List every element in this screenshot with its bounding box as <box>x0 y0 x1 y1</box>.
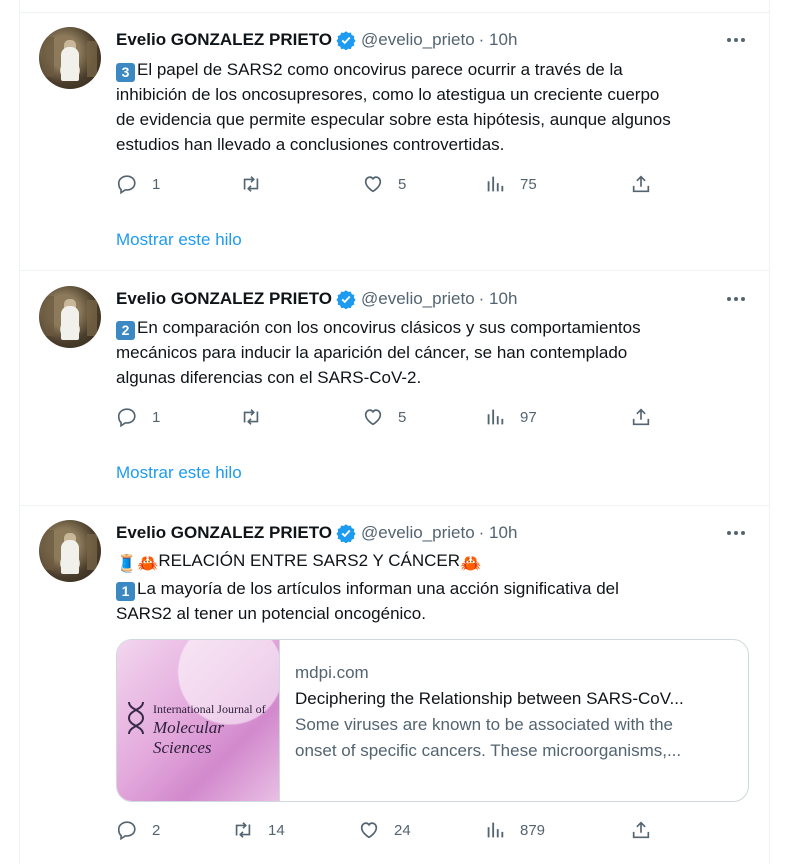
tweet[interactable] <box>20 13 769 271</box>
timestamp[interactable]: · 10h <box>478 289 518 308</box>
analytics-icon <box>484 173 506 195</box>
view-count: 879 <box>520 821 546 839</box>
keycap-3-emoji: 3 <box>116 63 135 82</box>
author-handle[interactable]: @evelio_prieto <box>361 30 475 49</box>
retweet-button[interactable] <box>240 172 276 196</box>
reply-button[interactable] <box>116 172 160 196</box>
tweet-actions <box>116 405 676 429</box>
heart-icon <box>362 173 384 195</box>
tweet-actions <box>116 172 676 196</box>
analytics-icon <box>484 406 506 428</box>
thread-crab-emoji: 🧵🦀 <box>116 554 159 573</box>
author-name[interactable]: Evelio GONZALEZ PRIETO <box>116 30 332 49</box>
retweet-icon <box>232 819 254 841</box>
card-thumbnail <box>117 640 280 801</box>
tweet-header <box>116 522 517 544</box>
retweet-button[interactable] <box>232 818 285 842</box>
share-button[interactable] <box>630 172 652 196</box>
timestamp[interactable]: · 10h <box>478 30 518 49</box>
retweet-button[interactable] <box>240 405 276 429</box>
retweet-count: 14 <box>268 821 285 839</box>
verified-badge-icon <box>336 30 356 50</box>
share-icon <box>630 173 652 195</box>
journal-logo: International Journal of Molecular Sciences <box>153 702 266 757</box>
tweet[interactable] <box>20 506 769 864</box>
card-body <box>295 660 735 764</box>
headline: RELACIÓN ENTRE SARS2 Y CÁNCER <box>158 551 461 570</box>
reply-button[interactable] <box>116 405 160 429</box>
author-handle[interactable]: @evelio_prieto <box>361 289 475 308</box>
more-options-icon[interactable] <box>724 289 748 309</box>
reply-count: 2 <box>152 821 161 839</box>
views-button[interactable] <box>484 818 545 842</box>
reply-count: 1 <box>152 408 161 426</box>
share-icon <box>630 819 652 841</box>
retweet-icon <box>240 173 262 195</box>
avatar[interactable] <box>39 520 101 582</box>
card-description: Some viruses are known to be associated with the <box>295 715 673 734</box>
heart-icon <box>362 406 384 428</box>
like-count: 5 <box>398 175 407 193</box>
views-button[interactable] <box>484 405 537 429</box>
show-thread-link[interactable]: Mostrar este hilo <box>116 230 242 249</box>
tweet-header <box>116 288 517 310</box>
tweet-header <box>116 29 517 51</box>
card-description: onset of specific cancers. These microorganisms,... <box>295 741 682 760</box>
keycap-1-emoji: 1 <box>116 582 135 601</box>
share-icon <box>630 406 652 428</box>
views-button[interactable] <box>484 172 537 196</box>
reply-icon <box>116 406 138 428</box>
more-options-icon[interactable] <box>724 30 748 50</box>
tweet-actions <box>116 818 676 842</box>
reply-icon <box>116 173 138 195</box>
reply-count: 1 <box>152 175 161 193</box>
verified-badge-icon <box>336 289 356 309</box>
like-count: 24 <box>394 821 411 839</box>
like-count: 5 <box>398 408 407 426</box>
avatar[interactable] <box>39 286 101 348</box>
card-title: Deciphering the Relationship between SARS-CoV... <box>295 689 684 708</box>
crab-emoji: 🦀 <box>460 554 482 573</box>
like-button[interactable] <box>362 172 406 196</box>
author-handle[interactable]: @evelio_prieto <box>361 523 475 542</box>
reply-button[interactable] <box>116 818 160 842</box>
like-button[interactable] <box>358 818 411 842</box>
keycap-2-emoji: 2 <box>116 321 135 340</box>
timestamp[interactable]: · 10h <box>478 523 518 542</box>
tweet[interactable] <box>20 271 769 506</box>
more-options-icon[interactable] <box>724 523 748 543</box>
timeline <box>19 0 770 864</box>
dna-icon <box>125 700 147 736</box>
card-domain: mdpi.com <box>295 663 369 682</box>
heart-icon <box>358 819 380 841</box>
author-name[interactable]: Evelio GONZALEZ PRIETO <box>116 523 332 542</box>
share-button[interactable] <box>630 405 652 429</box>
like-button[interactable] <box>362 405 406 429</box>
analytics-icon <box>484 819 506 841</box>
retweet-icon <box>240 406 262 428</box>
share-button[interactable] <box>630 818 652 842</box>
avatar[interactable] <box>39 27 101 89</box>
link-preview-card[interactable] <box>116 639 749 802</box>
tweet-text: 2 En comparación con los oncovirus clásicos y sus comportamientos mecánicos para inducir la aparición del cáncer, se han contemplado algunas diferencias con el SARS-CoV-2. <box>116 318 641 387</box>
view-count: 75 <box>520 175 537 193</box>
tweet-text: 3 El papel de SARS2 como oncovirus parece ocurrir a través de la inhibición de los oncosupresores, como lo atestigua un creciente cuerpo de evidencia que permite especular sobre esta hipótesis, aunque algunos estudios han llevado a conclusiones controvertidas. <box>116 60 671 154</box>
reply-icon <box>116 819 138 841</box>
view-count: 97 <box>520 408 537 426</box>
show-thread-link[interactable]: Mostrar este hilo <box>116 463 242 482</box>
verified-badge-icon <box>336 523 356 543</box>
author-name[interactable]: Evelio GONZALEZ PRIETO <box>116 289 332 308</box>
tweet-text: 🧵🦀RELACIÓN ENTRE SARS2 Y CÁNCER🦀 1 La mayoría de los artículos informan una acción significativa del SARS2 al tener un potencial oncogénico. <box>116 551 619 623</box>
